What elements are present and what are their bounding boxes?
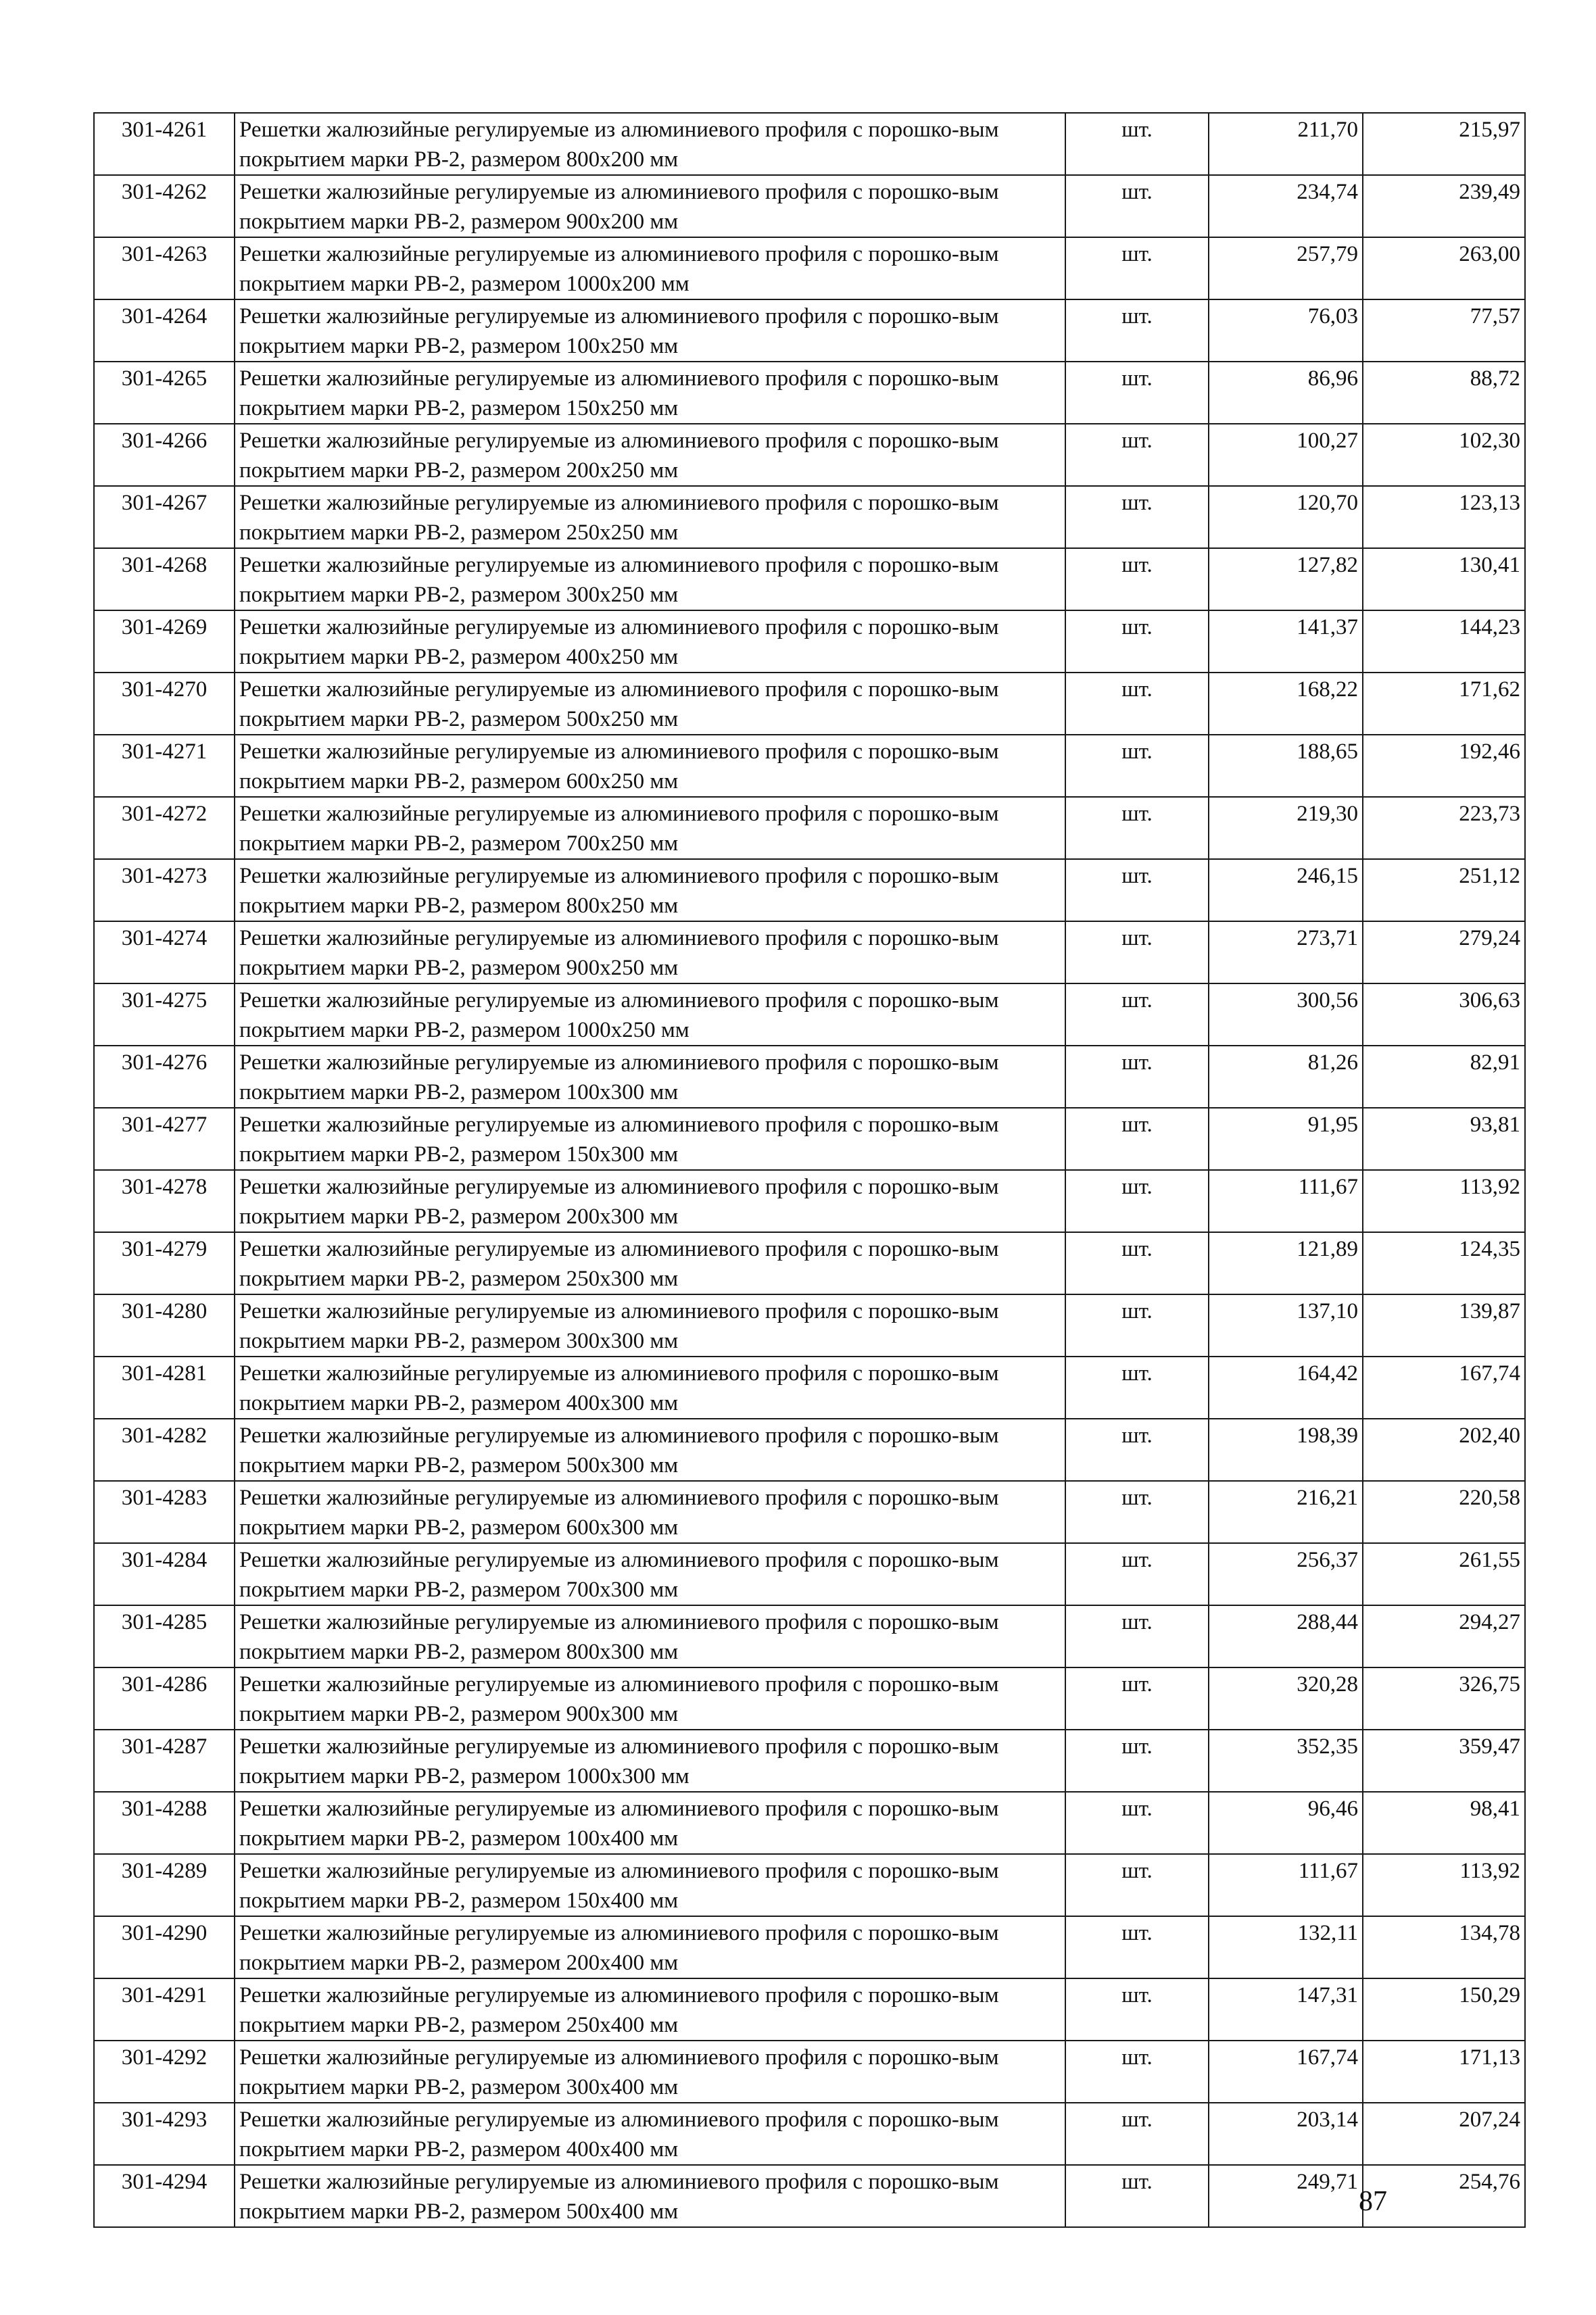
- item-code-cell: 301-4293: [94, 2103, 235, 2165]
- table-row: [94, 1232, 1525, 1294]
- price-cell-2: 113,92: [1363, 1854, 1525, 1916]
- price-cell-2: 88,72: [1363, 362, 1525, 424]
- item-code-cell: 301-4286: [94, 1667, 235, 1730]
- table-row: [94, 362, 1525, 424]
- item-code-cell: 301-4285: [94, 1605, 235, 1667]
- price-cell-2: 326,75: [1363, 1667, 1525, 1730]
- unit-cell: шт.: [1065, 1170, 1209, 1232]
- price-cell-2: 279,24: [1363, 921, 1525, 983]
- price-cell-1: 164,42: [1209, 1357, 1363, 1419]
- table-row: [94, 1667, 1525, 1730]
- price-cell-1: 188,65: [1209, 735, 1363, 797]
- item-name-cell: Решетки жалюзийные регулируемые из алюминиевого профиля с порошко-вым покрытием марки РВ-2, размером 900х250 мм: [235, 921, 1065, 983]
- item-code-cell: 301-4261: [94, 113, 235, 175]
- item-name-cell: Решетки жалюзийные регулируемые из алюминиевого профиля с порошко-вым покрытием марки РВ-2, размером 600х300 мм: [235, 1481, 1065, 1543]
- item-code-cell: 301-4278: [94, 1170, 235, 1232]
- page-number: 87: [1359, 2186, 1387, 2217]
- price-cell-2: 207,24: [1363, 2103, 1525, 2165]
- price-cell-2: 223,73: [1363, 797, 1525, 859]
- price-cell-1: 246,15: [1209, 859, 1363, 921]
- table-row: [94, 859, 1525, 921]
- item-code-cell: 301-4277: [94, 1108, 235, 1170]
- price-cell-1: 273,71: [1209, 921, 1363, 983]
- price-cell-1: 81,26: [1209, 1046, 1363, 1108]
- item-code-cell: 301-4283: [94, 1481, 235, 1543]
- item-code-cell: 301-4280: [94, 1294, 235, 1357]
- item-name-cell: Решетки жалюзийные регулируемые из алюминиевого профиля с порошко-вым покрытием марки РВ-2, размером 200х250 мм: [235, 424, 1065, 486]
- table-row: [94, 424, 1525, 486]
- item-name-cell: Решетки жалюзийные регулируемые из алюминиевого профиля с порошко-вым покрытием марки РВ-2, размером 800х300 мм: [235, 1605, 1065, 1667]
- table-row: [94, 237, 1525, 299]
- unit-cell: шт.: [1065, 1294, 1209, 1357]
- price-cell-1: 100,27: [1209, 424, 1363, 486]
- price-cell-2: 171,62: [1363, 673, 1525, 735]
- price-cell-2: 220,58: [1363, 1481, 1525, 1543]
- item-name-cell: Решетки жалюзийные регулируемые из алюминиевого профиля с порошко-вым покрытием марки РВ-2, размером 200х400 мм: [235, 1916, 1065, 1978]
- item-name-cell: Решетки жалюзийные регулируемые из алюминиевого профиля с порошко-вым покрытием марки РВ-2, размером 900х200 мм: [235, 175, 1065, 237]
- unit-cell: шт.: [1065, 175, 1209, 237]
- item-name-cell: Решетки жалюзийные регулируемые из алюминиевого профиля с порошко-вым покрытием марки РВ-2, размером 400х400 мм: [235, 2103, 1065, 2165]
- item-name-cell: Решетки жалюзийные регулируемые из алюминиевого профиля с порошко-вым покрытием марки РВ-2, размером 150х300 мм: [235, 1108, 1065, 1170]
- table-row: [94, 1978, 1525, 2041]
- unit-cell: шт.: [1065, 1978, 1209, 2041]
- item-name-cell: Решетки жалюзийные регулируемые из алюминиевого профиля с порошко-вым покрытием марки РВ-2, размером 500х400 мм: [235, 2165, 1065, 2227]
- item-code-cell: 301-4269: [94, 610, 235, 673]
- table-body: [94, 113, 1525, 2227]
- table-row: [94, 1792, 1525, 1854]
- item-code-cell: 301-4287: [94, 1730, 235, 1792]
- table-row: [94, 1730, 1525, 1792]
- item-name-cell: Решетки жалюзийные регулируемые из алюминиевого профиля с порошко-вым покрытием марки РВ-2, размером 500х300 мм: [235, 1419, 1065, 1481]
- price-cell-1: 121,89: [1209, 1232, 1363, 1294]
- unit-cell: шт.: [1065, 2041, 1209, 2103]
- item-name-cell: Решетки жалюзийные регулируемые из алюминиевого профиля с порошко-вым покрытием марки РВ-2, размером 250х300 мм: [235, 1232, 1065, 1294]
- item-name-cell: Решетки жалюзийные регулируемые из алюминиевого профиля с порошко-вым покрытием марки РВ-2, размером 800х200 мм: [235, 113, 1065, 175]
- table-row: [94, 1357, 1525, 1419]
- price-cell-1: 76,03: [1209, 299, 1363, 362]
- price-cell-2: 202,40: [1363, 1419, 1525, 1481]
- table-row: [94, 2103, 1525, 2165]
- price-cell-1: 216,21: [1209, 1481, 1363, 1543]
- price-cell-2: 359,47: [1363, 1730, 1525, 1792]
- item-code-cell: 301-4268: [94, 548, 235, 610]
- price-cell-1: 219,30: [1209, 797, 1363, 859]
- price-cell-2: 167,74: [1363, 1357, 1525, 1419]
- price-cell-2: 124,35: [1363, 1232, 1525, 1294]
- price-cell-2: 134,78: [1363, 1916, 1525, 1978]
- item-name-cell: Решетки жалюзийные регулируемые из алюминиевого профиля с порошко-вым покрытием марки РВ-2, размером 250х400 мм: [235, 1978, 1065, 2041]
- item-name-cell: Решетки жалюзийные регулируемые из алюминиевого профиля с порошко-вым покрытием марки РВ-2, размером 500х250 мм: [235, 673, 1065, 735]
- unit-cell: шт.: [1065, 2165, 1209, 2227]
- unit-cell: шт.: [1065, 921, 1209, 983]
- price-cell-2: 254,76: [1363, 2165, 1525, 2227]
- unit-cell: шт.: [1065, 113, 1209, 175]
- table-row: [94, 2041, 1525, 2103]
- table-row: [94, 1854, 1525, 1916]
- price-cell-1: 300,56: [1209, 983, 1363, 1046]
- item-name-cell: Решетки жалюзийные регулируемые из алюминиевого профиля с порошко-вым покрытием марки РВ-2, размером 1000х300 мм: [235, 1730, 1065, 1792]
- table-row: [94, 113, 1525, 175]
- price-cell-1: 167,74: [1209, 2041, 1363, 2103]
- price-cell-1: 203,14: [1209, 2103, 1363, 2165]
- unit-cell: шт.: [1065, 362, 1209, 424]
- item-code-cell: 301-4284: [94, 1543, 235, 1605]
- price-cell-2: 93,81: [1363, 1108, 1525, 1170]
- item-code-cell: 301-4273: [94, 859, 235, 921]
- item-name-cell: Решетки жалюзийные регулируемые из алюминиевого профиля с порошко-вым покрытием марки РВ-2, размером 1000х250 мм: [235, 983, 1065, 1046]
- unit-cell: шт.: [1065, 1730, 1209, 1792]
- price-cell-1: 141,37: [1209, 610, 1363, 673]
- price-cell-2: 251,12: [1363, 859, 1525, 921]
- item-name-cell: Решетки жалюзийные регулируемые из алюминиевого профиля с порошко-вым покрытием марки РВ-2, размером 300х300 мм: [235, 1294, 1065, 1357]
- item-name-cell: Решетки жалюзийные регулируемые из алюминиевого профиля с порошко-вым покрытием марки РВ-2, размером 1000х200 мм: [235, 237, 1065, 299]
- price-cell-1: 127,82: [1209, 548, 1363, 610]
- table-row: [94, 1108, 1525, 1170]
- table-row: [94, 1605, 1525, 1667]
- price-cell-2: 239,49: [1363, 175, 1525, 237]
- unit-cell: шт.: [1065, 1419, 1209, 1481]
- item-code-cell: 301-4291: [94, 1978, 235, 2041]
- price-cell-2: 171,13: [1363, 2041, 1525, 2103]
- price-cell-1: 147,31: [1209, 1978, 1363, 2041]
- price-cell-1: 86,96: [1209, 362, 1363, 424]
- item-code-cell: 301-4272: [94, 797, 235, 859]
- table-row: [94, 1046, 1525, 1108]
- table-row: [94, 548, 1525, 610]
- price-cell-2: 306,63: [1363, 983, 1525, 1046]
- price-cell-1: 256,37: [1209, 1543, 1363, 1605]
- item-name-cell: Решетки жалюзийные регулируемые из алюминиевого профиля с порошко-вым покрытием марки РВ-2, размером 300х400 мм: [235, 2041, 1065, 2103]
- item-name-cell: Решетки жалюзийные регулируемые из алюминиевого профиля с порошко-вым покрытием марки РВ-2, размером 400х300 мм: [235, 1357, 1065, 1419]
- item-code-cell: 301-4264: [94, 299, 235, 362]
- unit-cell: шт.: [1065, 2103, 1209, 2165]
- item-code-cell: 301-4265: [94, 362, 235, 424]
- item-name-cell: Решетки жалюзийные регулируемые из алюминиевого профиля с порошко-вым покрытием марки РВ-2, размером 100х300 мм: [235, 1046, 1065, 1108]
- price-cell-2: 215,97: [1363, 113, 1525, 175]
- price-cell-2: 102,30: [1363, 424, 1525, 486]
- unit-cell: шт.: [1065, 1667, 1209, 1730]
- table-row: [94, 299, 1525, 362]
- table-row: [94, 735, 1525, 797]
- table-row: [94, 1543, 1525, 1605]
- price-cell-1: 320,28: [1209, 1667, 1363, 1730]
- price-cell-1: 198,39: [1209, 1419, 1363, 1481]
- item-name-cell: Решетки жалюзийные регулируемые из алюминиевого профиля с порошко-вым покрытием марки РВ-2, размером 150х400 мм: [235, 1854, 1065, 1916]
- table-row: [94, 797, 1525, 859]
- unit-cell: шт.: [1065, 983, 1209, 1046]
- unit-cell: шт.: [1065, 1046, 1209, 1108]
- item-code-cell: 301-4275: [94, 983, 235, 1046]
- item-code-cell: 301-4288: [94, 1792, 235, 1854]
- price-cell-1: 91,95: [1209, 1108, 1363, 1170]
- unit-cell: шт.: [1065, 610, 1209, 673]
- item-name-cell: Решетки жалюзийные регулируемые из алюминиевого профиля с порошко-вым покрытием марки РВ-2, размером 600х250 мм: [235, 735, 1065, 797]
- unit-cell: шт.: [1065, 1792, 1209, 1854]
- item-code-cell: 301-4289: [94, 1854, 235, 1916]
- unit-cell: шт.: [1065, 548, 1209, 610]
- price-cell-1: 211,70: [1209, 113, 1363, 175]
- unit-cell: шт.: [1065, 1481, 1209, 1543]
- table-row: [94, 983, 1525, 1046]
- price-cell-1: 249,71: [1209, 2165, 1363, 2227]
- item-code-cell: 301-4270: [94, 673, 235, 735]
- price-cell-1: 288,44: [1209, 1605, 1363, 1667]
- item-code-cell: 301-4274: [94, 921, 235, 983]
- price-cell-2: 139,87: [1363, 1294, 1525, 1357]
- unit-cell: шт.: [1065, 673, 1209, 735]
- item-code-cell: 301-4267: [94, 486, 235, 548]
- item-code-cell: 301-4279: [94, 1232, 235, 1294]
- unit-cell: шт.: [1065, 735, 1209, 797]
- table-row: [94, 1170, 1525, 1232]
- price-cell-2: 77,57: [1363, 299, 1525, 362]
- table-row: [94, 175, 1525, 237]
- item-code-cell: 301-4294: [94, 2165, 235, 2227]
- unit-cell: шт.: [1065, 237, 1209, 299]
- item-code-cell: 301-4281: [94, 1357, 235, 1419]
- item-code-cell: 301-4266: [94, 424, 235, 486]
- unit-cell: шт.: [1065, 424, 1209, 486]
- unit-cell: шт.: [1065, 1916, 1209, 1978]
- item-code-cell: 301-4263: [94, 237, 235, 299]
- price-cell-1: 120,70: [1209, 486, 1363, 548]
- price-cell-2: 144,23: [1363, 610, 1525, 673]
- item-code-cell: 301-4271: [94, 735, 235, 797]
- price-cell-1: 234,74: [1209, 175, 1363, 237]
- price-cell-2: 192,46: [1363, 735, 1525, 797]
- item-name-cell: Решетки жалюзийные регулируемые из алюминиевого профиля с порошко-вым покрытием марки РВ-2, размером 150х250 мм: [235, 362, 1065, 424]
- unit-cell: шт.: [1065, 797, 1209, 859]
- item-name-cell: Решетки жалюзийные регулируемые из алюминиевого профиля с порошко-вым покрытием марки РВ-2, размером 700х300 мм: [235, 1543, 1065, 1605]
- item-name-cell: Решетки жалюзийные регулируемые из алюминиевого профиля с порошко-вым покрытием марки РВ-2, размером 800х250 мм: [235, 859, 1065, 921]
- price-cell-1: 96,46: [1209, 1792, 1363, 1854]
- table-row: [94, 1916, 1525, 1978]
- price-cell-1: 137,10: [1209, 1294, 1363, 1357]
- price-cell-2: 82,91: [1363, 1046, 1525, 1108]
- table-row: [94, 1481, 1525, 1543]
- item-code-cell: 301-4292: [94, 2041, 235, 2103]
- table-row: [94, 1294, 1525, 1357]
- price-cell-1: 168,22: [1209, 673, 1363, 735]
- table-row: [94, 610, 1525, 673]
- price-cell-1: 132,11: [1209, 1916, 1363, 1978]
- price-cell-2: 150,29: [1363, 1978, 1525, 2041]
- unit-cell: шт.: [1065, 1108, 1209, 1170]
- item-name-cell: Решетки жалюзийные регулируемые из алюминиевого профиля с порошко-вым покрытием марки РВ-2, размером 700х250 мм: [235, 797, 1065, 859]
- price-cell-2: 123,13: [1363, 486, 1525, 548]
- price-cell-1: 111,67: [1209, 1170, 1363, 1232]
- unit-cell: шт.: [1065, 1357, 1209, 1419]
- table-row: [94, 921, 1525, 983]
- item-name-cell: Решетки жалюзийные регулируемые из алюминиевого профиля с порошко-вым покрытием марки РВ-2, размером 100х250 мм: [235, 299, 1065, 362]
- price-cell-2: 130,41: [1363, 548, 1525, 610]
- item-name-cell: Решетки жалюзийные регулируемые из алюминиевого профиля с порошко-вым покрытием марки РВ-2, размером 300х250 мм: [235, 548, 1065, 610]
- item-name-cell: Решетки жалюзийные регулируемые из алюминиевого профиля с порошко-вым покрытием марки РВ-2, размером 400х250 мм: [235, 610, 1065, 673]
- price-cell-2: 263,00: [1363, 237, 1525, 299]
- unit-cell: шт.: [1065, 486, 1209, 548]
- item-name-cell: Решетки жалюзийные регулируемые из алюминиевого профиля с порошко-вым покрытием марки РВ-2, размером 200х300 мм: [235, 1170, 1065, 1232]
- unit-cell: шт.: [1065, 1854, 1209, 1916]
- table-row: [94, 673, 1525, 735]
- price-cell-1: 111,67: [1209, 1854, 1363, 1916]
- unit-cell: шт.: [1065, 1605, 1209, 1667]
- price-cell-1: 352,35: [1209, 1730, 1363, 1792]
- price-cell-2: 98,41: [1363, 1792, 1525, 1854]
- item-name-cell: Решетки жалюзийные регулируемые из алюминиевого профиля с порошко-вым покрытием марки РВ-2, размером 900х300 мм: [235, 1667, 1065, 1730]
- unit-cell: шт.: [1065, 1543, 1209, 1605]
- item-code-cell: 301-4290: [94, 1916, 235, 1978]
- item-code-cell: 301-4282: [94, 1419, 235, 1481]
- table-row: [94, 486, 1525, 548]
- table-row: [94, 1419, 1525, 1481]
- unit-cell: шт.: [1065, 299, 1209, 362]
- price-cell-1: 257,79: [1209, 237, 1363, 299]
- unit-cell: шт.: [1065, 859, 1209, 921]
- price-cell-2: 113,92: [1363, 1170, 1525, 1232]
- item-code-cell: 301-4262: [94, 175, 235, 237]
- unit-cell: шт.: [1065, 1232, 1209, 1294]
- item-code-cell: 301-4276: [94, 1046, 235, 1108]
- item-name-cell: Решетки жалюзийные регулируемые из алюминиевого профиля с порошко-вым покрытием марки РВ-2, размером 250х250 мм: [235, 486, 1065, 548]
- price-cell-2: 294,27: [1363, 1605, 1525, 1667]
- price-table: [93, 112, 1526, 2228]
- item-name-cell: Решетки жалюзийные регулируемые из алюминиевого профиля с порошко-вым покрытием марки РВ-2, размером 100х400 мм: [235, 1792, 1065, 1854]
- price-cell-2: 261,55: [1363, 1543, 1525, 1605]
- table-row: [94, 2165, 1525, 2227]
